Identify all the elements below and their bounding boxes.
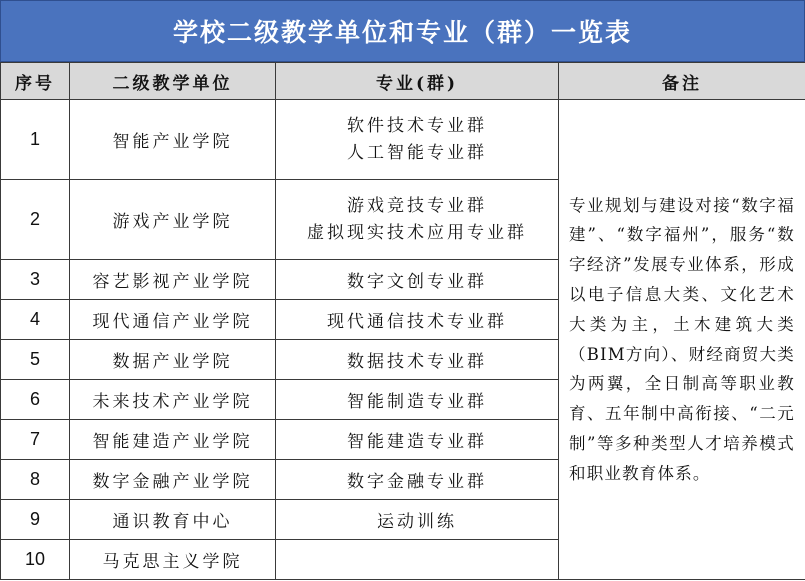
row-major: 现代通信技术专业群	[276, 300, 559, 340]
row-unit: 马克思主义学院	[70, 540, 276, 580]
row-index: 9	[1, 500, 70, 540]
row-index: 2	[1, 180, 70, 260]
major-item: 人工智能专业群	[347, 142, 487, 163]
row-index: 10	[1, 540, 70, 580]
row-majors	[276, 100, 559, 180]
row-major: 数据技术专业群	[276, 340, 559, 380]
header-unit: 二级教学单位	[70, 63, 276, 100]
row-index: 5	[1, 340, 70, 380]
row-index: 3	[1, 260, 70, 300]
major-item: 虚拟现实技术应用专业群	[307, 222, 527, 243]
row-unit: 智能建造产业学院	[70, 420, 276, 460]
row-index: 1	[1, 100, 70, 180]
header-major: 专业(群)	[276, 63, 559, 100]
row-unit: 现代通信产业学院	[70, 300, 276, 340]
header-note: 备注	[559, 63, 805, 100]
major-item: 游戏竞技专业群	[347, 195, 487, 216]
row-major: 数字金融专业群	[276, 460, 559, 500]
row-unit: 未来技术产业学院	[70, 380, 276, 420]
header-row	[1, 63, 805, 100]
row-unit: 数字金融产业学院	[70, 460, 276, 500]
row-index: 8	[1, 460, 70, 500]
row-unit: 游戏产业学院	[70, 180, 276, 260]
page-title: 学校二级教学单位和专业（群）一览表	[172, 18, 632, 47]
row-index: 6	[1, 380, 70, 420]
row-unit: 智能产业学院	[70, 100, 276, 180]
title-bar	[0, 0, 805, 62]
row-unit: 容艺影视产业学院	[70, 260, 276, 300]
row-major	[276, 540, 559, 580]
major-item: 软件技术专业群	[347, 115, 487, 136]
row-major: 智能制造专业群	[276, 380, 559, 420]
row-index: 4	[1, 300, 70, 340]
row-unit: 数据产业学院	[70, 340, 276, 380]
note-cell: 专业规划与建设对接“数字福建”、“数字福州”，服务“数字经济”发展专业体系，形成以电子信息大类、文化艺术大类为主，土木建筑大类（BIM方向）、财经商贸大类为两翼，全日制高等职业教育、五年制中高衔接、“二元制”等多种类型人才培养模式和职业教育体系。	[559, 100, 805, 580]
row-majors	[276, 180, 559, 260]
row-major: 智能建造专业群	[276, 420, 559, 460]
row-major: 运动训练	[276, 500, 559, 540]
units-table	[0, 62, 805, 580]
header-index: 序号	[1, 63, 70, 100]
row-major: 数字文创专业群	[276, 260, 559, 300]
table-row	[1, 100, 805, 180]
row-unit: 通识教育中心	[70, 500, 276, 540]
row-index: 7	[1, 420, 70, 460]
